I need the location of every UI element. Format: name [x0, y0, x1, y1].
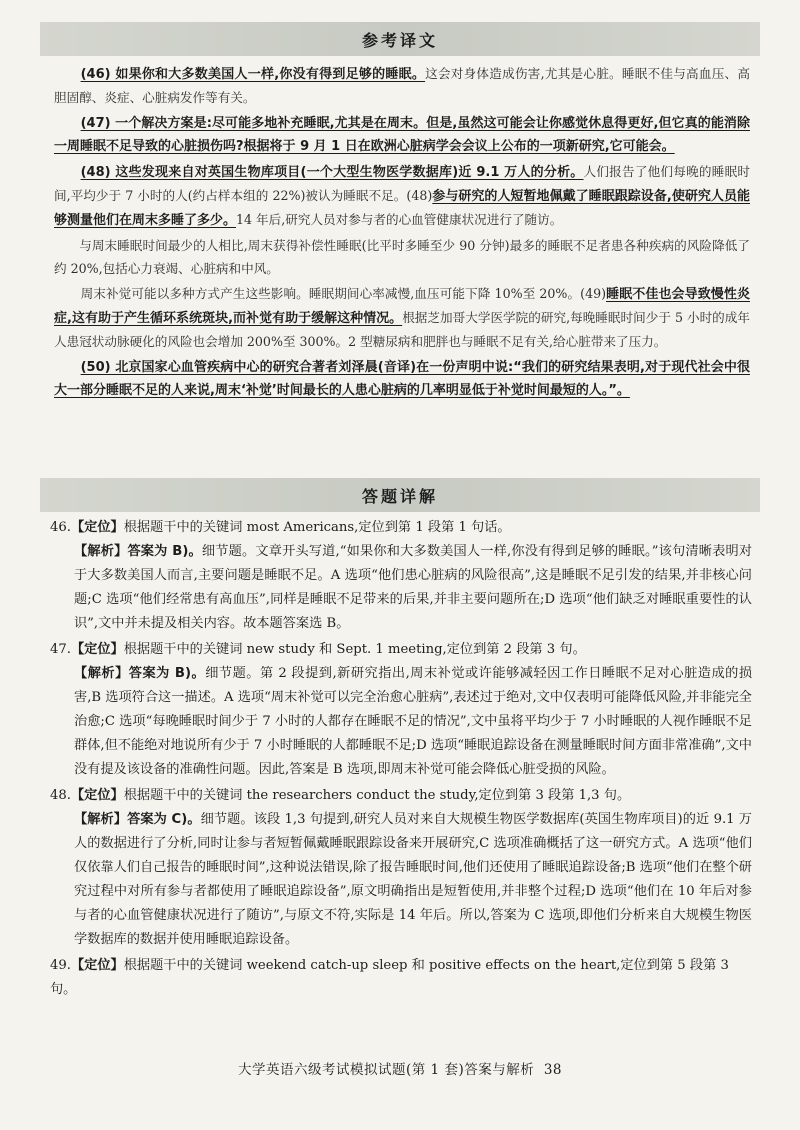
translation-46-rest: 这会对身体造成伤害,尤其是心脏。睡眠不佳与高血压、高胆固醇、炎症、心脏病发作等有关。: [54, 66, 750, 105]
translation-paragraph-47: [54, 112, 750, 158]
analysis-item-47: [50, 638, 752, 782]
translation-paragraph-49: [54, 282, 750, 354]
analysis-tag: 【解析】答案为 B)。: [74, 544, 202, 559]
translation-46-highlight: (46) 如果你和大多数美国人一样,你没有得到足够的睡眠。: [80, 67, 426, 82]
analysis-text-block: [50, 808, 752, 952]
analysis-item-46: [50, 516, 752, 636]
question-number: 47.: [50, 642, 71, 657]
location-tag: 【定位】: [70, 788, 124, 803]
analysis-text-block: [50, 540, 752, 636]
page-number: 38: [543, 1062, 562, 1078]
translation-48-middle: 人们报告了他们每晚的睡眠时间,平均少于 7 小时的人(约占样本组的 22%)被认为睡眠不足。(48): [54, 164, 750, 203]
translation-49-rest: 根据芝加哥大学医学院的研究,每晚睡眠时间少于 5 小时的成年人患冠状动脉硬化的风险也会增加 200%至 300%。2 型糖尿病和肥胖也与睡眠不足有关,给心脏带来了压力。: [54, 310, 750, 349]
translation-49-lead: 周末补觉可能以多种方式产生这些影响。睡眠期间心率减慢,血压可能下降 10%至 20%。(49): [80, 286, 607, 301]
page-footer: [0, 1058, 800, 1078]
analysis-text: 细节题。第 2 段提到,新研究指出,周末补觉或许能够减轻因工作日睡眠不足对心脏造成的损害,B 选项符合这一描述。A 选项“周末补觉可以完全治愈心脏病”,表述过于绝对,文中仅表明可能降低风险,并非能完全治愈;C 选项“每晚睡眠时间少于 7 小时的人都存在睡眠不足的情况”,文中虽将平均少于 7 小时睡眠的人视作睡眠不足群体,但不能绝对地说所有少于 7 小时睡眠的人都睡眠不足;D 选项“睡眠追踪设备在测量睡眠时间方面非常准确”,文中没有提及该设备的准确性问题。因此,答案是 B 选项,即周末补觉可能会降低心脏受损的风险。: [74, 666, 753, 777]
analysis-heading: 答题详解: [361, 486, 438, 506]
translation-paragraph-46: [54, 62, 750, 110]
question-number: 49.: [50, 958, 71, 973]
translation-heading: 参考译文: [361, 30, 438, 50]
location-tag: 【定位】: [70, 958, 124, 973]
translation-47-highlight: (47) 一个解决方案是:尽可能多地补充睡眠,尤其是在周末。但是,虽然这可能会让你感觉休息得更好,但它真的能消除一周睡眠不足导致的心脏损伤吗?根据将于 9 月 1 日在欧洲心脏病学会会议上公布的一项新研究,它可能会。: [54, 116, 750, 154]
location-line: [50, 784, 752, 808]
analysis-tag: 【解析】答案为 C)。: [74, 812, 201, 827]
translation-paragraph-extra: 与周末睡眠时间最少的人相比,周末获得补偿性睡眠(比平时多睡至少 90 分钟)最多的睡眠不足者患各种疾病的风险降低了约 20%,包括心力衰竭、心脏病和中风。: [54, 238, 750, 276]
location-text: 根据题干中的关键词 weekend catch-up sleep 和 positive effects on the heart,定位到第 5 段第 3 句。: [50, 958, 729, 997]
analysis-tag: 【解析】答案为 B)。: [74, 666, 206, 681]
location-text: 根据题干中的关键词 most Americans,定位到第 1 段第 1 句话。: [123, 520, 511, 535]
location-tag: 【定位】: [70, 642, 124, 657]
translation-heading-banner: [40, 22, 760, 56]
translation-paragraph-48: [54, 160, 750, 232]
analysis-text: 细节题。该段 1,3 句提到,研究人员对来自大规模生物医学数据库(英国生物库项目)的近 9.1 万人的数据进行了分析,同时让参与者短暂佩戴睡眠跟踪设备来开展研究,C 选项准确概括了这一研究方式。A 选项“他们仅依靠人们自己报告的睡眠时间”,这种说法错误,除了报告睡眠时间,他们还使用了睡眠追踪设备;B 选项“他们在整个研究过程中对所有参与者都使用了睡眠追踪设备”,原文明确指出是短暂使用,并非整个过程;D 选项“他们在 10 年后对参与者的心血管健康状况进行了随访”,与原文不符,实际是 14 年后。所以,答案为 C 选项,即他们分析来自大规模生物医学数据库的数据并使用睡眠追踪设备。: [74, 812, 752, 947]
analysis-item-49: [50, 954, 752, 1002]
location-text: 根据题干中的关键词 the researchers conduct the study,定位到第 3 段第 1,3 句。: [123, 788, 631, 803]
translation-49-highlight: 睡眠不佳也会导致慢性炎症,这有助于产生循环系统斑块,而补觉有助于缓解这种情况。: [54, 287, 750, 326]
location-line: [50, 954, 752, 1002]
footer-title: 大学英语六级考试模拟试题(第 1 套)答案与解析: [238, 1062, 535, 1078]
question-number: 48.: [50, 788, 71, 803]
translation-48-highlight-2: 参与研究的人短暂地佩戴了睡眠跟踪设备,使研究人员能够测量他们在周末多睡了多少。: [54, 189, 750, 228]
translation-section: [54, 62, 750, 402]
translation-paragraph-50: [54, 356, 750, 402]
question-number: 46.: [50, 520, 71, 535]
translation-48-rest: 14 年后,研究人员对参与者的心血管健康状况进行了随访。: [236, 212, 563, 227]
analysis-item-48: [50, 784, 752, 952]
translation-50-highlight: (50) 北京国家心血管疾病中心的研究合著者刘泽晨(音译)在一份声明中说:“我们的研究结果表明,对于现代社会中很大一部分睡眠不足的人来说,周末‘补觉’时间最长的人患心脏病的几率明显低于补觉时间最短的人。”。: [54, 360, 750, 398]
location-tag: 【定位】: [70, 520, 124, 535]
analysis-text: 细节题。文章开头写道,“如果你和大多数美国人一样,你没有得到足够的睡眠。”该句清晰表明对于大多数美国人而言,主要问题是睡眠不足。A 选项“他们患心脏病的风险很高”,这是睡眠不足引发的结果,并非核心问题;C 选项“他们经常患有高血压”,同样是睡眠不足带来的后果,并非主要问题所在;D 选项“他们缺乏对睡眠重要性的认识”,文中并未提及相关内容。故本题答案选 B。: [74, 544, 753, 631]
location-text: 根据题干中的关键词 new study 和 Sept. 1 meeting,定位到第 2 段第 3 句。: [123, 642, 586, 657]
translation-48-highlight-1: (48) 这些发现来自对英国生物库项目(一个大型生物医学数据库)近 9.1 万人的分析。: [80, 165, 584, 180]
location-line: [50, 516, 752, 540]
location-line: [50, 638, 752, 662]
analysis-section: [50, 516, 752, 1004]
analysis-heading-banner: [40, 478, 760, 512]
analysis-text-block: [50, 662, 752, 782]
